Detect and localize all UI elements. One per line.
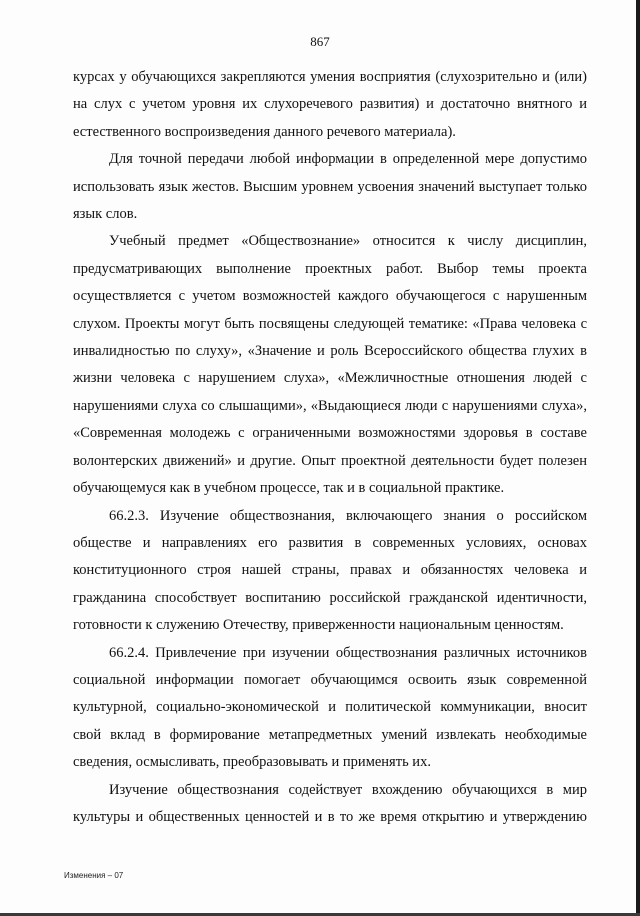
paragraph-culture-values: Изучение обществознания содействует вхождению обучающихся в мир культуры и общественных ценностей и в то же время открытию и утверждению [73, 781, 587, 825]
page-number: 867 [310, 34, 330, 49]
footer-revision-note: Изменения – 07 [64, 871, 124, 880]
paragraph-sign-language: Для точной передачи любой информации в определенной мере допустимо использовать язык жестов. Высшим уровнем усвоения значений выступает только язык слов. [73, 151, 587, 223]
body-text [73, 64, 587, 831]
paragraph-project-work: Учебный предмет «Обществознание» относится к числу дисциплин, предусматривающих выполнение проектных работ. Выбор темы проекта осуществляется с учетом возможностей каждого обучающегося с нарушенным слухом. Проекты могут быть посвящены следующей тематике: «Права человека с инвалидностью по слуху», «Значение и роль Всероссийского общества глухих в жизни человека с нарушением слуха», «Межличностные отношения людей с нарушениями слуха со слышащими», «Выдающиеся люди с нарушениями слуха», «Современная молодежь с ограниченными возможностями здоровья в составе волонтерских движений» и другие. Опыт проектной деятельности будет полезен обучающемуся как в учебном процессе, так и в социальной практике. [73, 233, 587, 497]
paragraph-66-2-4: 66.2.4. Привлечение при изучении обществознания различных источников социальной информации помогает обучающимся освоить язык современной культурной, социально-экономической и политической коммуникации, вносит свой вклад в формирование метапредметных умений извлекать необходимые сведения, осмысливать, преобразовывать и применять их. [73, 644, 587, 771]
paragraph-continuation: курсах у обучающихся закрепляются умения восприятия (слухозрительно и (или) на слух с учетом уровня их слухоречевого развития) и достаточно внятного и естественного воспроизведения данного речевого материала). [73, 69, 587, 140]
scan-edge-right [636, 0, 640, 916]
paragraph-66-2-3: 66.2.3. Изучение обществознания, включающего знания о российском обществе и направлениях его развития в современных условиях, основах конституционного строя нашей страны, правах и обязанностях человека и гражданина способствует воспитанию российской гражданской идентичности, готовности к служению Отечеству, приверженности национальным ценностям. [73, 507, 587, 634]
